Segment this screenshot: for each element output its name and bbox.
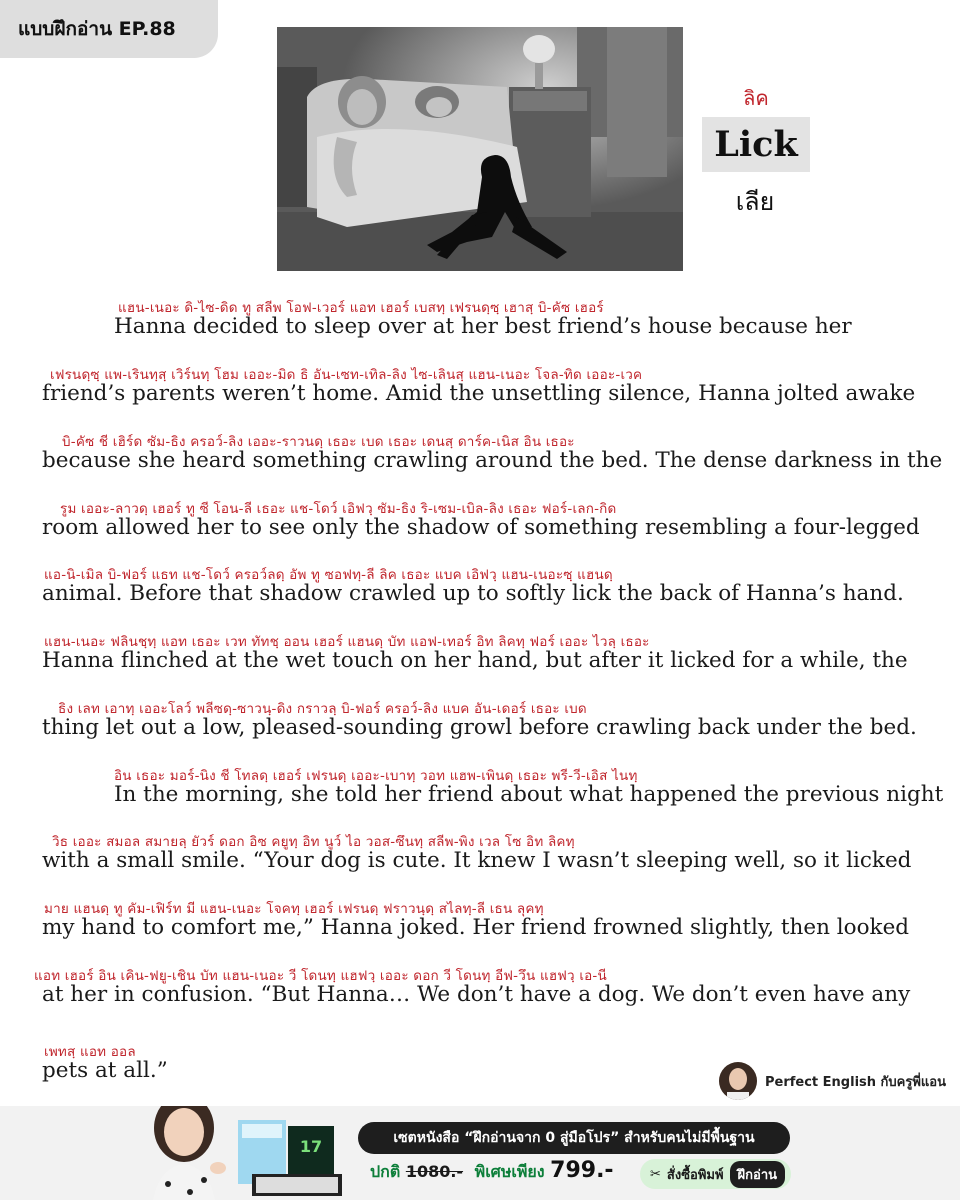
english-sentence: friend’s parents weren’t home. Amid the unsettling silence, Hanna jolted awake bbox=[42, 381, 916, 406]
normal-price-label: ปกติ bbox=[370, 1162, 401, 1181]
english-sentence: Hanna flinched at the wet touch on her hand, but after it licked for a while, the bbox=[42, 648, 908, 673]
normal-price: 1080.- bbox=[405, 1162, 464, 1181]
story-line bbox=[0, 497, 960, 557]
story-line bbox=[0, 430, 960, 490]
pronunciation-reading: แอ-นิ-เมิล บิ-ฟอร์ แธท แช-โดว์ ครอว์ลดฺ อัพ ทู ซอฟทฺ-ลี ลิค เธอะ แบค เอิฟวฺ แฮน-เนอะซฺ แฮนดฺ bbox=[44, 567, 613, 583]
pronunciation-reading: อิน เธอะ มอร์-นิง ชี โทลดฺ เฮอร์ เฟรนดฺ เออะ-เบาทฺ วอท แฮพ-เพินดฺ เธอะ พรี-วี-เอิส ไนทฺ bbox=[114, 768, 638, 784]
story-line bbox=[0, 764, 960, 824]
vocab-word: Lick bbox=[714, 124, 798, 165]
vocab-meaning: เลีย bbox=[735, 187, 775, 216]
pronunciation-reading: แฮน-เนอะ ฟลินชฺทฺ แอท เธอะ เวท ทัทชฺ ออน เฮอร์ แฮนดฺ บัท แอฟ-เทอร์ อิท ลิคทฺ ฟอร์ เออะ ไวลฺ เธอะ bbox=[44, 634, 650, 650]
english-sentence: room allowed her to see only the shadow of something resembling a four-legged bbox=[42, 515, 920, 540]
brand-credit bbox=[719, 1062, 946, 1100]
pronunciation-reading: ธิง เลท เอาทฺ เออะโลว์ พลีซดฺ-ซาวนฺ-ดิง กราวลฺ บิ-ฟอร์ ครอว์-ลิง แบค อัน-เดอร์ เธอะ เบด bbox=[58, 701, 587, 717]
book-set-icon bbox=[238, 1114, 354, 1200]
english-sentence: my hand to comfort me,” Hanna joked. Her friend frowned slightly, then looked bbox=[42, 915, 910, 940]
pronunciation-reading: วิธ เออะ สมอล สมายลฺ ยัวร์ ดอก อิซ คยูทฺ อิท นูว์ ไอ วอส-ซึนทฺ สลีพ-พิง เวล โซ อิท ลิคทฺ bbox=[52, 834, 575, 850]
pronunciation-reading: แอท เฮอร์ อิน เคิน-ฟยู-เชิน บัท แฮน-เนอะ วี โดนทฺ แฮฟวฺ เออะ ดอก วี โดนทฺ อีฟ-วึน แฮฟวฺ เอ-นี bbox=[34, 968, 607, 984]
order-tag: ฝึกอ่าน bbox=[730, 1161, 785, 1188]
order-button[interactable] bbox=[640, 1159, 791, 1189]
english-sentence: at her in confusion. “But Hanna… We don’t have a dog. We don’t even have any bbox=[42, 982, 911, 1007]
story-line bbox=[0, 697, 960, 757]
pronunciation-reading: บิ-คัซ ชี เฮิร์ด ซัม-ธิง ครอว์-ลิง เออะ-ราวนดฺ เธอะ เบด เธอะ เดนสฺ ดาร์ค-เนิส อิน เธอะ bbox=[62, 434, 575, 450]
promo-title: เซตหนังสือ “ฝึกอ่านจาก 0 สู่มือโปร” สำหรับคนไม่มีพื้นฐาน bbox=[358, 1122, 790, 1154]
teacher-avatar-icon bbox=[719, 1062, 757, 1100]
vocab-reading: ลิค bbox=[743, 86, 769, 110]
episode-tag-text: แบบฝึกอ่าน EP.88 bbox=[18, 18, 176, 40]
pronunciation-reading: รูม เออะ-ลาวดฺ เฮอร์ ทู ซี โอน-ลี เธอะ แช-โดว์ เอิฟวฺ ซัม-ธิง ริ-เซม-เบิล-ลิง เธอะ ฟอร์-เลก-กิด bbox=[60, 501, 617, 517]
english-sentence: pets at all.” bbox=[42, 1058, 168, 1083]
story-line bbox=[0, 296, 960, 356]
story-line bbox=[0, 363, 960, 423]
english-sentence: In the morning, she told her friend about what happened the previous night bbox=[114, 782, 944, 807]
story-line bbox=[0, 630, 960, 690]
english-sentence: because she heard something crawling around the bed. The dense darkness in the bbox=[42, 448, 943, 473]
story-line bbox=[0, 964, 960, 1024]
special-price: 799.- bbox=[550, 1158, 614, 1183]
order-label: สั่งซื้อพิมพ์ bbox=[666, 1167, 724, 1183]
story-line bbox=[0, 830, 960, 890]
english-sentence: with a small smile. “Your dog is cute. It knew I wasn’t sleeping well, so it licked bbox=[42, 848, 912, 873]
english-sentence: thing let out a low, pleased-sounding growl before crawling back under the bed. bbox=[42, 715, 917, 740]
teacher-photo-icon bbox=[138, 1106, 230, 1200]
book-badge: 17 bbox=[299, 1137, 323, 1156]
brand-name: Perfect English กับครูพี่แอน bbox=[765, 1074, 946, 1090]
pronunciation-reading: เพทสฺ แอท ออล bbox=[44, 1044, 136, 1060]
promo-banner[interactable] bbox=[0, 1106, 960, 1200]
promo-price bbox=[370, 1158, 614, 1185]
story-line bbox=[0, 897, 960, 957]
english-sentence: animal. Before that shadow crawled up to softly lick the back of Hanna’s hand. bbox=[42, 581, 904, 606]
pronunciation-reading: แฮน-เนอะ ดิ-ไซ-ดิด ทู สลีพ โอฟ-เวอร์ แอท เฮอร์ เบสทฺ เฟรนดฺซฺ เฮาสฺ บิ-คัซ เฮอร์ bbox=[118, 300, 604, 316]
teacher-avatar bbox=[719, 1062, 757, 1100]
pronunciation-reading: เฟรนดฺซฺ แพ-เรินทฺสฺ เวิร์นทฺ โฮม เออะ-มิด ธิ อัน-เซท-เทิล-ลิง ไซ-เลินสฺ แฮน-เนอะ โจล-ทิด เออะ-เวค bbox=[50, 367, 643, 383]
cart-icon: ✂ bbox=[650, 1166, 661, 1182]
english-sentence: Hanna decided to sleep over at her best friend’s house because her bbox=[114, 314, 852, 339]
story-line bbox=[0, 563, 960, 623]
pronunciation-reading: มาย แฮนดฺ ทู คัม-เฟิร์ท มี แฮน-เนอะ โจคทฺ เฮอร์ เฟรนดฺ ฟราวนฺดฺ สไลทฺ-ลี เธน ลุคทฺ bbox=[44, 901, 544, 917]
special-price-label: พิเศษเพียง bbox=[474, 1162, 545, 1181]
